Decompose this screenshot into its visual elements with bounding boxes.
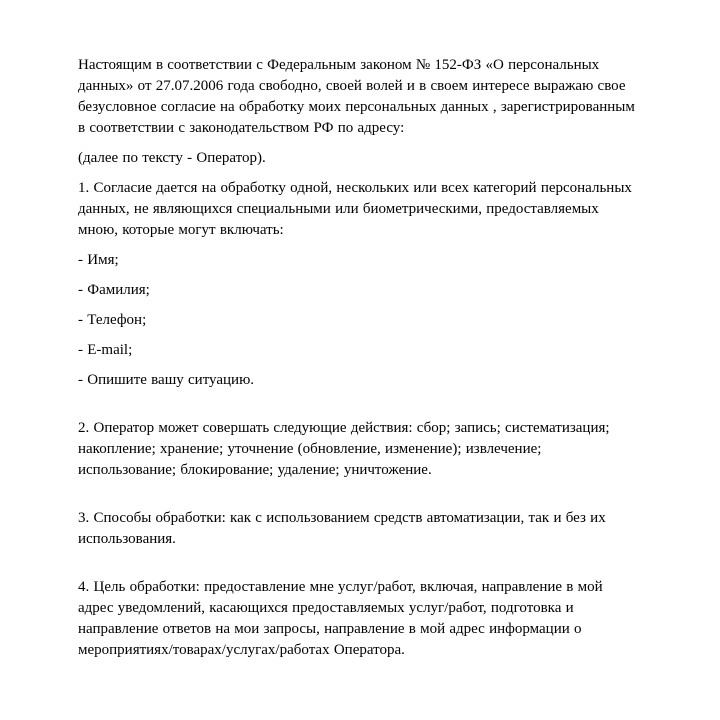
paragraph: 1. Согласие дается на обработку одной, нескольких или всех категорий персональных данных, не являющихся специальными или биометрическими, предоставляемых мною, которые могут включать: <box>78 180 632 238</box>
document-body <box>78 55 640 661</box>
list-item: - E-mail; <box>78 342 133 358</box>
paragraph: (далее по тексту - Оператор). <box>78 150 266 166</box>
paragraph: 4. Цель обработки: предоставление мне услуг/работ, включая, направление в мой адрес уведомлений, касающихся предоставляемых услуг/работ, подготовка и направление ответов на мои запросы, направление в мой адрес информации о мероприятиях/товарах/услугах/работах Оператора. <box>78 579 603 658</box>
list-item: - Опишите вашу ситуацию. <box>78 372 255 388</box>
list-item: - Фамилия; <box>78 282 150 298</box>
paragraph: 2. Оператор может совершать следующие действия: сбор; запись; систематизация; накопление; хранение; уточнение (обновление, изменение); извлечение; использование; блокирование; удаление; уничтожение. <box>78 420 610 478</box>
list-item: - Телефон; <box>78 312 147 328</box>
paragraph: 3. Способы обработки: как с использованием средств автоматизации, так и без их использования. <box>78 510 606 547</box>
paragraph: Настоящим в соответствии с Федеральным законом № 152-ФЗ «О персональных данных» от 27.07.2006 года свободно, своей волей и в своем интересе выражаю свое безусловное согласие на обработку моих персональных данных , зарегистрированным в соответствии с законодательством РФ по адресу: <box>78 57 635 136</box>
list-item: - Имя; <box>78 252 119 268</box>
